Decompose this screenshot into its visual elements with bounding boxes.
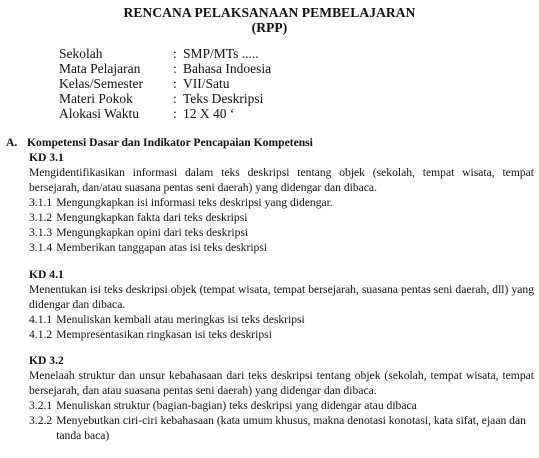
identity-value: 12 X 40 ‘ — [183, 106, 235, 121]
identity-separator: : — [173, 46, 177, 61]
indicator-item — [29, 413, 534, 443]
indicator-number: 3.1.1 — [29, 196, 53, 209]
identity-value: VII/Satu — [183, 76, 230, 91]
identity-separator: : — [173, 61, 177, 76]
identity-separator: : — [173, 91, 177, 106]
kd-block-4-1 — [29, 267, 534, 342]
indicator-text: Menyebutkan ciri-ciri kebahasaan (kata umum khusus, makna denotasi konotasi, kata sifat, ejaan dan tanda baca) — [56, 414, 526, 442]
indicator-item — [29, 312, 534, 327]
indicator-text: Mempresentasikan ringkasan isi teks deskripsi — [56, 328, 272, 341]
indicator-item — [29, 398, 534, 413]
section-a-heading — [6, 136, 313, 149]
indicator-item — [29, 210, 534, 225]
indicator-number: 3.2.2 — [29, 414, 53, 427]
identity-table — [59, 46, 271, 121]
kd-label: KD 3.2 — [29, 354, 64, 367]
indicator-number: 4.1.1 — [29, 313, 53, 326]
kd-block-3-1 — [29, 150, 534, 255]
identity-row-topic — [59, 91, 271, 106]
identity-row-class — [59, 76, 271, 91]
kd-block-3-2 — [29, 353, 534, 443]
indicator-number: 3.2.1 — [29, 399, 53, 412]
kd-label: KD 4.1 — [29, 268, 64, 281]
identity-label: Kelas/Semester — [59, 76, 143, 91]
identity-value: Bahasa Indoesia — [183, 61, 272, 76]
indicator-item — [29, 327, 534, 342]
indicator-number: 3.1.4 — [29, 241, 53, 254]
kd-description: Menelaah struktur dan unsur kebahasaan dari teks deskripsi tentang objek (sekolah, tempat wisata, tempat bersejarah, dan atau suasana pentas seni daerah) yang didengar dan dibaca. — [29, 369, 534, 397]
identity-label: Materi Pokok — [59, 91, 133, 106]
indicator-item — [29, 195, 534, 210]
kd-description: Mengidentifikasikan informasi dalam teks deskripsi tentang objek (sekolah, tempat wisata, tempat bersejarah, dan/atau suasana pentas seni daerah) yang didengar dan dibaca. — [29, 166, 534, 194]
identity-label: Mata Pelajaran — [59, 61, 141, 76]
indicator-text: Mengungkapkan fakta dari teks deskripsi — [56, 211, 248, 224]
indicator-number: 4.1.2 — [29, 328, 53, 341]
identity-separator: : — [173, 76, 177, 91]
document-subtitle: (RPP) — [251, 20, 288, 35]
identity-row-school — [59, 46, 271, 61]
indicator-text: Menuliskan struktur (bagian-bagian) teks deskripsi yang didengar atau dibaca — [56, 399, 417, 412]
indicator-text: Mengungkapkan isi informasi teks deskripsi yang didengar. — [56, 196, 333, 209]
indicator-text: Mengungkapkan opini dari teks deskripsi — [56, 226, 249, 239]
document-title: RENCANA PELAKSANAAN PEMBELAJARAN — [123, 5, 416, 20]
section-letter: A. — [6, 136, 18, 149]
identity-label: Alokasi Waktu — [59, 106, 140, 121]
indicator-text: Menuliskan kembali atau meringkas isi teks deskripsi — [56, 313, 305, 326]
identity-row-time — [59, 106, 271, 121]
indicator-item — [29, 240, 534, 255]
kd-description: Menentukan isi teks deskripsi objek (tempat wisata, tempat bersejarah, suasana pentas seni daerah, dll) yang didengar dan dibaca. — [29, 283, 534, 311]
section-heading-text: Kompetensi Dasar dan Indikator Pencapaian Kompetensi — [27, 136, 313, 149]
identity-separator: : — [173, 106, 177, 121]
indicator-number: 3.1.2 — [29, 211, 53, 224]
indicator-item — [29, 225, 534, 240]
identity-value: Teks Deskripsi — [183, 91, 264, 106]
top-edge-fragment — [2, 0, 42, 2]
indicator-text: Memberikan tanggapan atas isi teks deskripsi — [56, 241, 268, 254]
kd-label: KD 3.1 — [29, 151, 64, 164]
indicator-number: 3.1.3 — [29, 226, 53, 239]
identity-row-subject — [59, 61, 271, 76]
identity-label: Sekolah — [59, 46, 103, 61]
identity-value: SMP/MTs ..... — [183, 46, 259, 61]
